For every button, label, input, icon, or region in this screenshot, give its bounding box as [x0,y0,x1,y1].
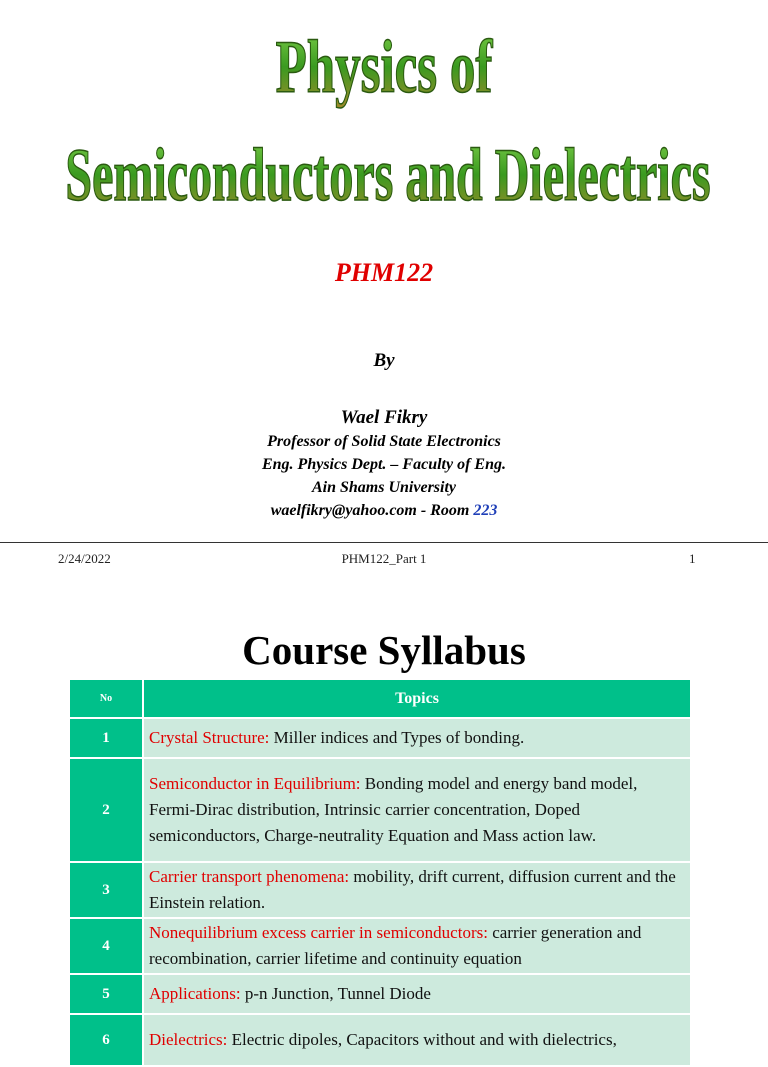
row-number: 6 [69,1014,143,1066]
table-row [69,718,691,758]
topic-heading: Applications: [149,984,241,1003]
title-line-2: Semiconductors and Dielectrics [65,133,711,217]
author-contact [0,502,768,520]
slide-title [0,20,768,220]
by-label: By [373,350,395,371]
row-topic [143,918,691,974]
syllabus-title: Course Syllabus [242,627,526,673]
title-line-1: Physics of [275,25,493,109]
row-number: 1 [69,718,143,758]
row-topic [143,1014,691,1066]
row-topic [143,718,691,758]
topic-heading: Dielectrics: [149,1030,228,1049]
row-topic [143,974,691,1014]
table-row [69,1014,691,1066]
table-header-row [69,679,691,718]
topic-heading: Crystal Structure: [149,728,270,747]
header-no: No [69,679,143,718]
table-row [69,918,691,974]
author-name: Wael Fikry [340,407,428,428]
row-number: 3 [69,862,143,918]
row-topic [143,862,691,918]
topic-text: Electric dipoles, Capacitors without and with dielectrics, [227,1030,617,1049]
room-number: 223 [473,502,498,519]
topic-heading: Semiconductor in Equilibrium: [149,774,361,793]
topic-text: mobility, drift current, diffusion current and the Einstein relation. [149,867,676,912]
footer-date: 2/24/2022 [58,551,111,566]
row-number: 4 [69,918,143,974]
topic-text: Bonding model and energy band model, Fermi-Dirac distribution, Intrinsic carrier concentration, Doped semiconductors, Charge-neutrality Equation and Mass action law. [149,774,638,845]
topic-heading: Nonequilibrium excess carrier in semiconductors: [149,923,488,942]
topic-text: p-n Junction, Tunnel Diode [240,984,431,1003]
footer-center: PHM122_Part 1 [341,551,427,566]
row-topic [143,758,691,862]
author-position: Professor of Solid State Electronics [267,433,501,450]
header-topics: Topics [143,679,691,718]
slide-divider [0,542,768,543]
author-email: waelfikry@yahoo.com - Room [270,502,474,519]
course-code: PHM122 [334,258,434,287]
table-row [69,862,691,918]
author-department: Eng. Physics Dept. – Faculty of Eng. [261,456,506,473]
table-row [69,758,691,862]
author-university: Ain Shams University [311,479,457,496]
row-number: 5 [69,974,143,1014]
row-number: 2 [69,758,143,862]
table-row [69,974,691,1014]
topic-heading: Carrier transport phenomena: [149,867,350,886]
topic-text: Miller indices and Types of bonding. [269,728,525,747]
footer-page-number: 1 [689,551,696,566]
syllabus-table [68,678,692,1067]
topic-text: carrier generation and recombination, carrier lifetime and continuity equation [149,923,642,968]
